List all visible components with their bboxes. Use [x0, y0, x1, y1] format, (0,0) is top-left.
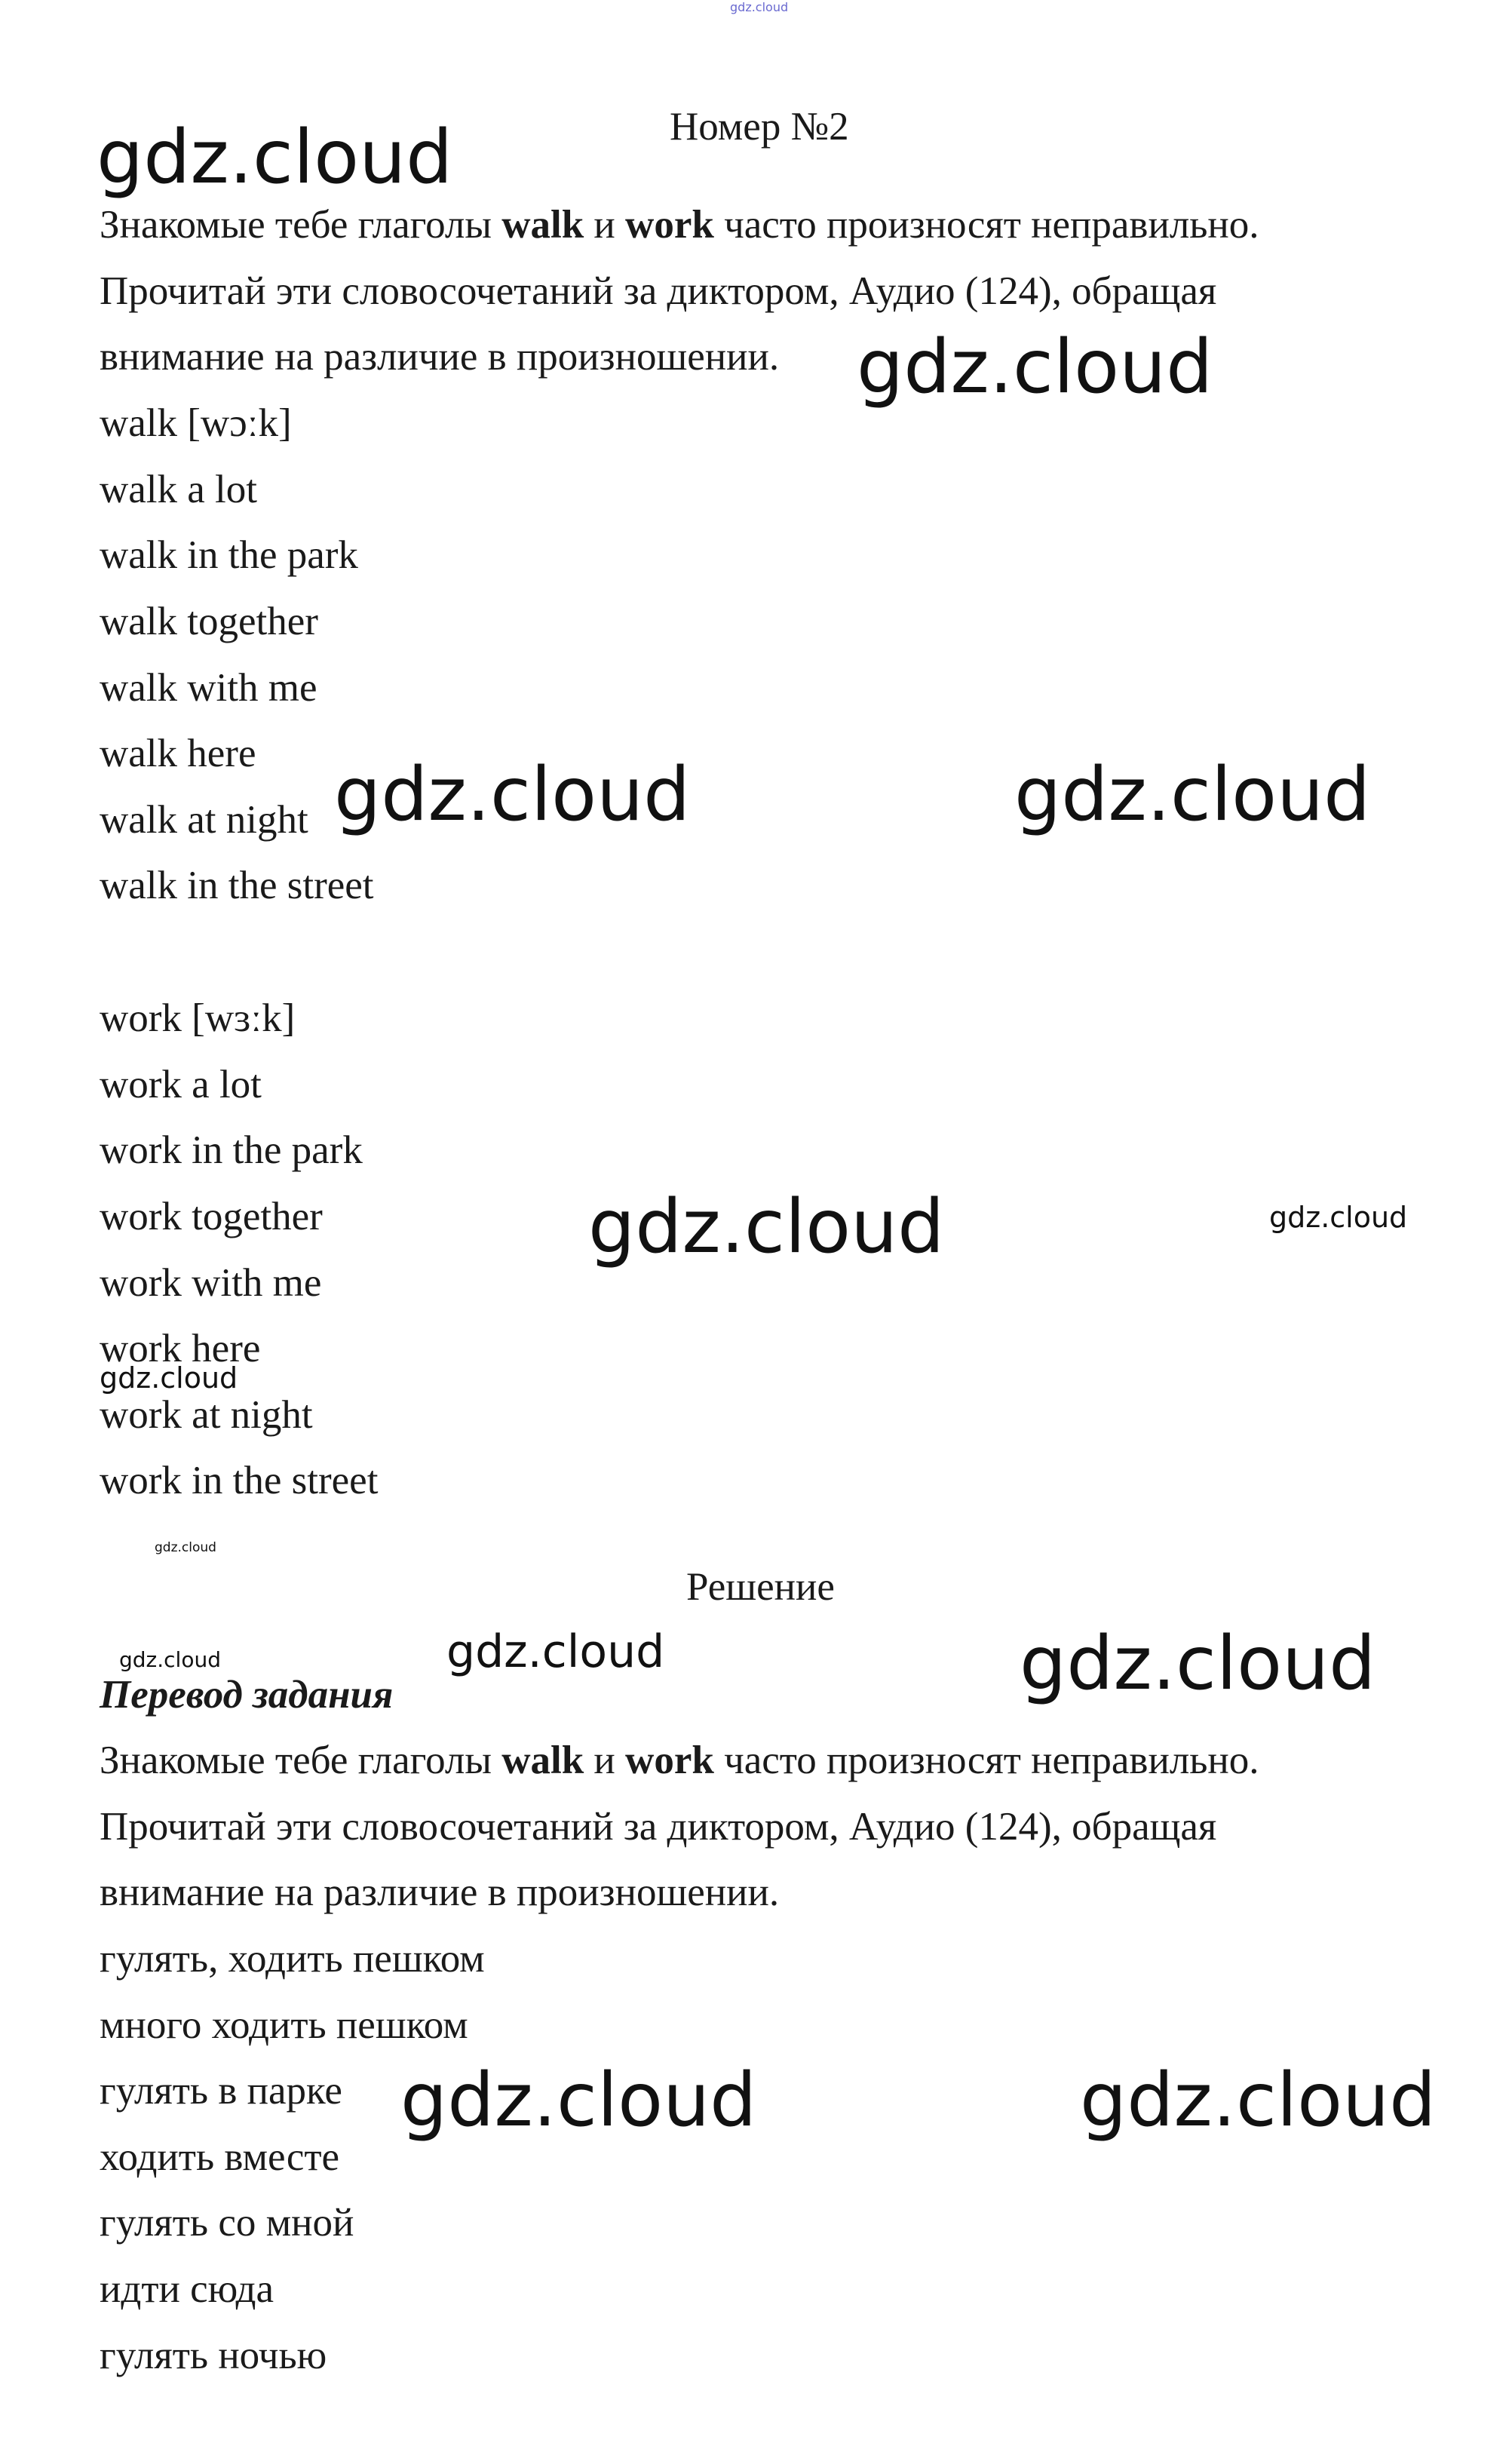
task-line-2: Прочитай эти словосочетаний за диктором, Аудио (124), обращая [100, 269, 1217, 313]
watermark: gdz.cloud [100, 1361, 238, 1395]
translation-heading: Перевод задания [100, 1673, 394, 1717]
walk-phrase: walk with me [100, 666, 317, 710]
watermark: gdz.cloud [1014, 752, 1371, 838]
watermark: gdz.cloud [155, 1540, 216, 1555]
walk-phrase: walk in the street [100, 864, 374, 907]
translated-phrase: гулять со мной [100, 2201, 354, 2245]
translated-phrase: ходить вместе [100, 2135, 340, 2179]
translated-phrase: идти сюда [100, 2267, 274, 2311]
walk-phrase: walk a lot [100, 468, 257, 511]
translated-phrase: гулять ночью [100, 2334, 327, 2377]
keyword-walk: walk [501, 1738, 584, 1782]
walk-phrase: walk here [100, 732, 256, 775]
keyword-work: work [625, 203, 714, 247]
walk-phrase: walk [wɔːk] [100, 401, 292, 445]
work-phrase: work [wɜːk] [100, 996, 296, 1040]
solution-heading: Решение [686, 1565, 835, 1609]
translation-line-2: Прочитай эти словосочетаний за диктором, Аудио (124), обращая [100, 1805, 1217, 1849]
translation-line-1: Знакомые тебе глаголы walk и work часто произносят неправильно. [100, 1738, 1259, 1782]
work-phrase: work at night [100, 1393, 313, 1437]
watermark: gdz.cloud [857, 324, 1213, 410]
translation-line-3: внимание на различие в произношении. [100, 1870, 780, 1914]
watermark: gdz.cloud [446, 1625, 665, 1678]
watermark: gdz.cloud [588, 1184, 945, 1270]
watermark: gdz.cloud [1080, 2058, 1437, 2144]
work-phrase: work in the street [100, 1459, 379, 1502]
watermark: gdz.cloud [119, 1647, 221, 1672]
work-phrase: work with me [100, 1261, 322, 1305]
page-title: Номер №2 [670, 105, 849, 149]
watermark: gdz.cloud [334, 752, 691, 838]
walk-phrase: walk in the park [100, 533, 358, 577]
translated-phrase: гулять, ходить пешком [100, 1937, 485, 1981]
watermark: gdz.cloud [400, 2058, 757, 2144]
translated-phrase: много ходить пешком [100, 2003, 468, 2047]
task-line-1: Знакомые тебе глаголы walk и work часто произносят неправильно. [100, 203, 1259, 247]
keyword-walk: walk [501, 203, 584, 247]
watermark: gdz.cloud [1020, 1621, 1376, 1707]
top-watermark: gdz.cloud [730, 0, 789, 14]
translated-phrase: гулять в парке [100, 2069, 342, 2113]
watermark: gdz.cloud [1269, 1201, 1408, 1234]
work-phrase: work in the park [100, 1128, 363, 1172]
work-phrase: work together [100, 1195, 323, 1238]
watermark: gdz.cloud [97, 115, 453, 201]
walk-phrase: walk together [100, 600, 318, 643]
task-line-3: внимание на различие в произношении. [100, 335, 780, 379]
keyword-work: work [625, 1738, 714, 1782]
walk-phrase: walk at night [100, 798, 308, 842]
work-phrase: work a lot [100, 1063, 262, 1106]
work-phrase: work here [100, 1327, 261, 1370]
